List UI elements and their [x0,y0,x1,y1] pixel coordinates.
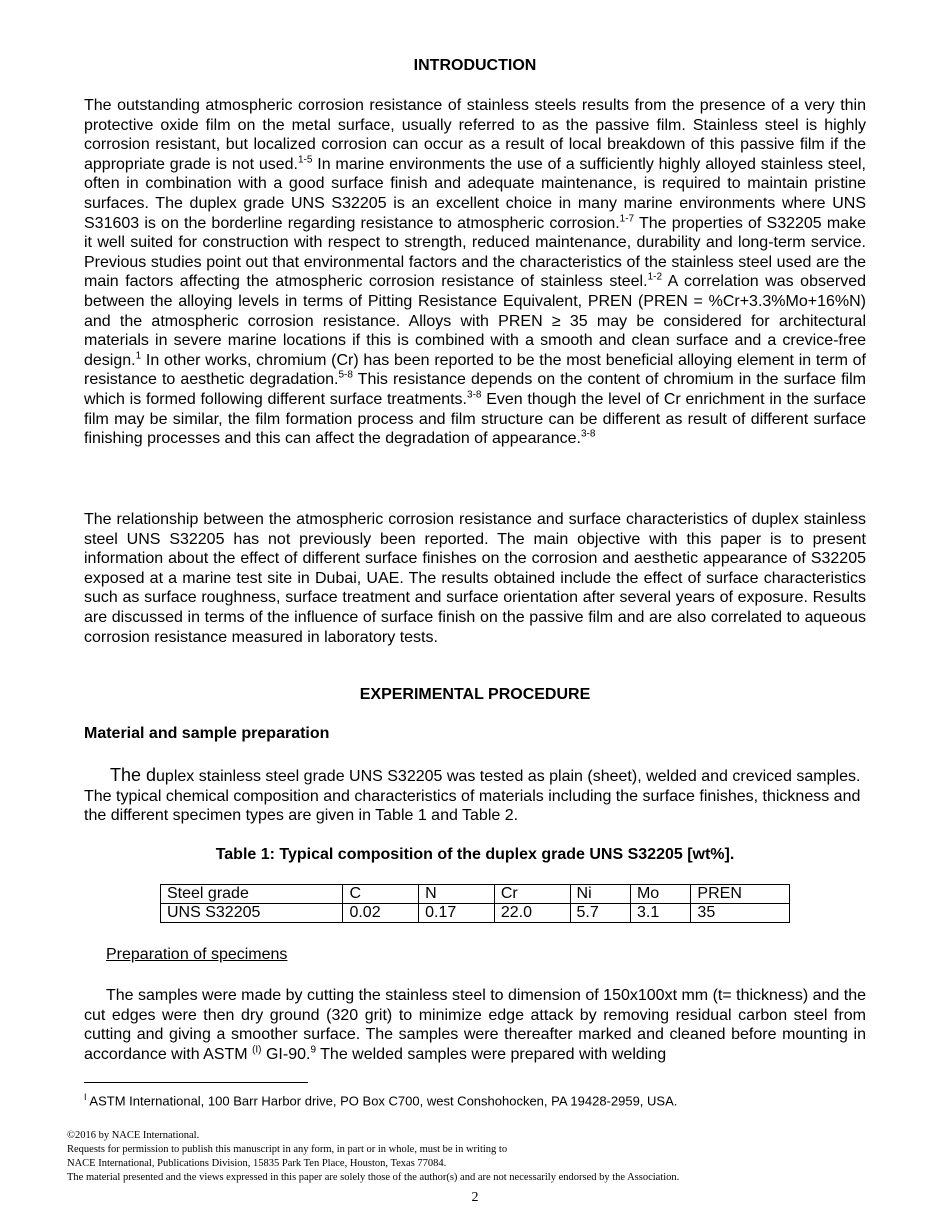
table-header-cell: C [343,885,419,904]
preparation-text-a: The samples were made by cutting the stainless steel to dimension of 150x100xt mm (t= thickness) and the cut edges were then dry ground (320 grit) to minimize edge attack by removing residual carbon steel from cutting and giving a smoother surface. The samples were thereafter marked and cleaned before mounting in accordance with ASTM [84,987,866,1063]
permission-notice: Requests for permission to publish this manuscript in any form, in part or in whole, must be in writing to [67,1144,508,1155]
introduction-paragraph-1 [84,96,866,449]
disclaimer: The material presented and the views expressed in this paper are solely those of the author(s) and are not necessarily endorsed by the Association. [67,1172,680,1183]
table-1-caption: Table 1: Typical composition of the duplex grade UNS S32205 [wt%]. [215,846,735,863]
publisher-address: NACE International, Publications Division, 15835 Park Ten Place, Houston, Texas 77084. [67,1158,447,1169]
citation-reference: 3-8 [467,389,482,401]
footnote-divider [84,1082,308,1083]
citation-reference: 5-8 [338,369,353,381]
paragraph-text-segment: In marine environments the use of a sufficiently highly alloyed stainless steel, often in combination with a good surface finish and adequate maintenance, is required to maintain pristine surfaces. The duplex grade UNS S32205 is an excellent choice in many marine environments where UNS S31603 is on the borderline regarding resistance to atmospheric corrosion. [84,155,866,232]
citation-reference: 1-7 [619,213,635,225]
citation-reference: 1 [135,350,142,362]
subsection-heading-material: Material and sample preparation [84,725,330,742]
paragraph-text-segment: The outstanding atmospheric corrosion resistance of stainless steels results from the presence of a very thin protective oxide film on the metal surface, usually referred to as the passive film. Stainless steel is highly corrosion resistant, but localized corrosion can occur as a result of local breakdown of this passive film if the appropriate grade is not used. [84,97,866,173]
footnote-text: ASTM International, 100 Barr Harbor drive, PO Box C700, west Conshohocken, PA 19428-2959, USA. [86,1093,678,1109]
footnote-reference: (I) [252,1044,262,1056]
material-paragraph-body: uplex stainless steel grade UNS S32205 was tested as plain (sheet), welded and creviced samples. The typical chemical composition and characteristics of materials including the surface finishes, thickness and the different specimen types are given in Table 1 and Table 2. [84,768,861,825]
table-cell: 0.02 [343,904,419,923]
citation-reference: 1-2 [647,272,663,284]
table-row [161,904,790,923]
composition-table [160,884,790,923]
citation-reference: 3-8 [580,428,596,440]
preparation-text-c: The welded samples were prepared with welding [316,1045,667,1063]
material-paragraph-lead: The d [110,765,157,785]
table-header-cell: Steel grade [161,885,343,904]
paragraph-text-segment: This resistance depends on the content of chromium in the surface film which is formed following different surface treatments. [84,371,866,408]
table-cell: 3.1 [630,904,690,923]
table-cell: 0.17 [419,904,495,923]
table-cell: 35 [691,904,790,923]
table-cell: 22.0 [494,904,570,923]
preparation-paragraph [84,986,866,1064]
table-cell: 5.7 [570,904,630,923]
page-number: 2 [471,1190,479,1205]
paragraph-text-segment: The properties of S32205 make it well suited for construction with respect to strength, reduced maintenance, durability and long-term service. Previous studies point out that environmental factors and the characteristics of the stainless steel used are the main factors affecting the atmospheric corrosion resistance of stainless steel. [84,214,866,291]
citation-reference: 1-5 [298,154,313,166]
table-header-row [161,885,790,904]
table-header-cell: Ni [570,885,630,904]
material-paragraph [84,766,866,826]
table-header-cell: PREN [691,885,790,904]
footnote-mark: I [84,1092,87,1102]
table-header-cell: Mo [630,885,690,904]
section-heading-experimental-procedure: EXPERIMENTAL PROCEDURE [359,686,591,703]
paragraph-text-segment: Even though the level of Cr enrichment in the surface film may be similar, the film formation process and film structure can be different as result of different surface finishing processes and this can affect the degradation of appearance. [84,390,867,448]
table-header-cell: Cr [494,885,570,904]
copyright-line: ©2016 by NACE International. [67,1130,200,1141]
citation-reference: 9 [310,1044,316,1056]
introduction-paragraph-2: The relationship between the atmospheric corrosion resistance and surface characteristics of duplex stainless steel UNS S32205 has not previously been reported. The main objective with this paper is to present information about the effect of different surface finishes on the corrosion and aesthetic appearance of S32205 exposed at a marine test site in Dubai, UAE. The results obtained include the effect of surface characteristics such as surface roughness, surface treatment and surface orientation after several years of exposure. Results are discussed in terms of the influence of surface finish on the passive film and are also correlated to aqueous corrosion resistance measured in laboratory tests. [84,511,866,646]
preparation-text-b: GI-90. [261,1045,311,1063]
paragraph-text-segment: A correlation was observed between the alloying levels in terms of Pitting Resistance Equivalent, PREN (PREN = %Cr+3.3%Mo+16%N) and the atmospheric corrosion resistance. Alloys with PREN ≥ 35 may be considered for architectural materials in severe marine locations if this is combined with a smooth and clean surface and a crevice-free design. [84,273,866,369]
table-cell: UNS S32205 [161,904,343,923]
paragraph-text-segment: In other works, chromium (Cr) has been reported to be the most beneficial alloying element in term of resistance to aesthetic degradation. [84,351,866,389]
subsection-heading-preparation: Preparation of specimens [106,946,288,963]
footnote [84,1092,677,1108]
section-heading-introduction: INTRODUCTION [413,57,537,74]
table-header-cell: N [419,885,495,904]
